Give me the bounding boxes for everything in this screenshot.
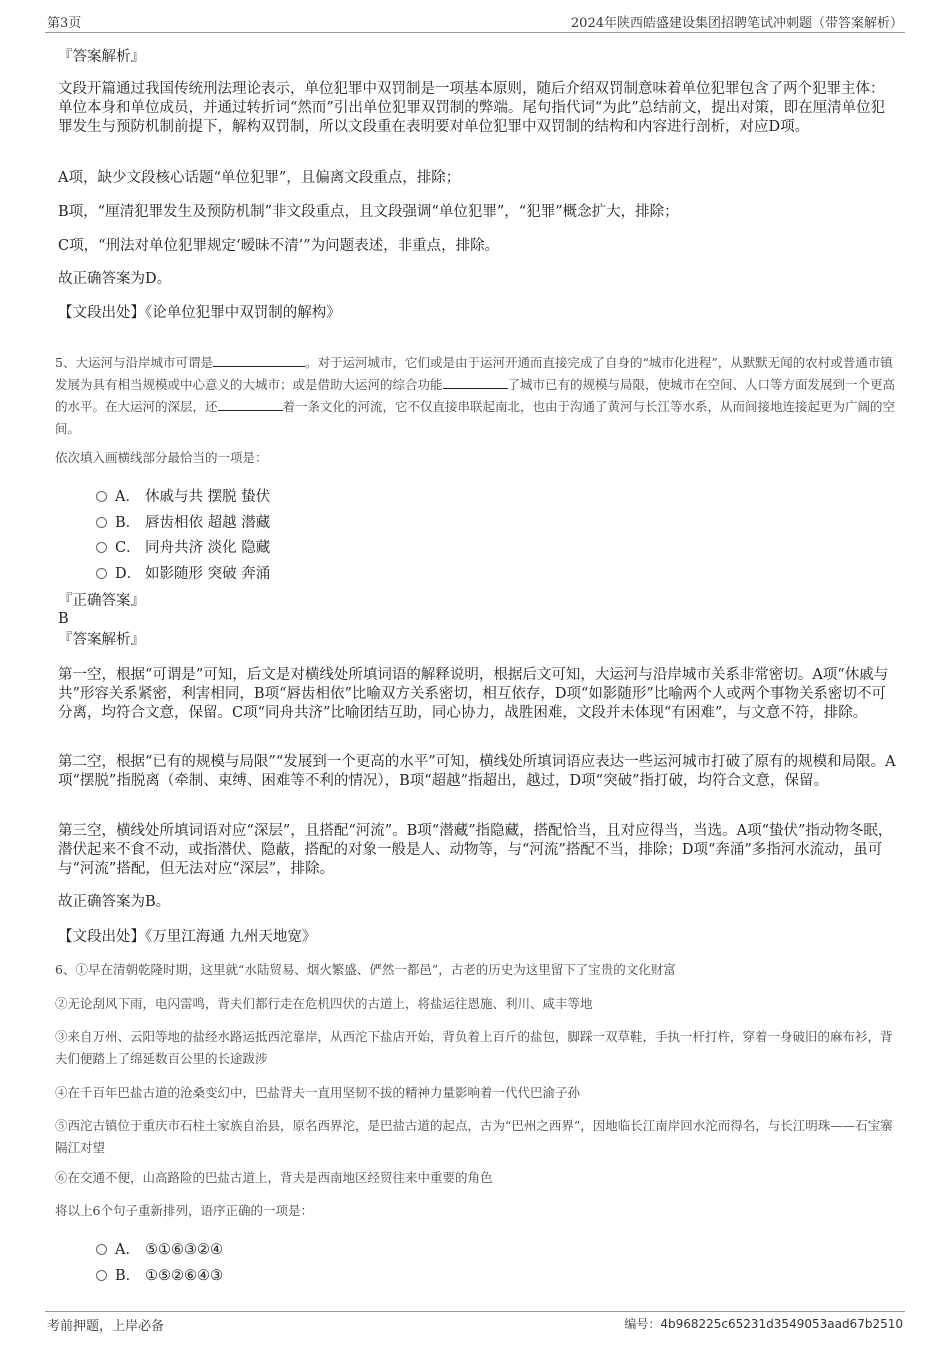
- q5-conclusion: 故正确答案为B。: [58, 894, 171, 910]
- option-text: ①⑤②⑥④③: [145, 1268, 223, 1284]
- q5-option-b[interactable]: [96, 511, 270, 532]
- q5-stem: [55, 352, 900, 440]
- q5-prompt: 依次填入画横线部分最恰当的一项是：: [55, 450, 268, 465]
- radio-icon[interactable]: [96, 1244, 107, 1255]
- option-text: 同舟共济 淡化 隐藏: [145, 540, 271, 556]
- q6-option-b[interactable]: [96, 1264, 223, 1285]
- q5-blank-1: [213, 354, 305, 367]
- option-text: 休戚与共 摆脱 蛰伏: [145, 489, 271, 505]
- q5-analysis-blank-2: 第二空，根据“已有的规模与局限”“发展到一个更高的水平”可知，横线处所填词语应表达一些运河城市打破了原有的规模和局限。A项“摆脱”指脱离（牵制、束缚、困难等不利的情况），B项“超越”指超出，越过，D项“突破”指打破，均符合文意，保留。: [58, 754, 896, 789]
- option-letter: B．: [115, 515, 141, 531]
- q4-conclusion: 故正确答案为D。: [58, 271, 172, 287]
- q6-sentence-5: ⑤西沱古镇位于重庆市石柱土家族自治县，原名西界沱，是巴盐古道的起点，古为“巴州之西界”，因地临长江南岸回水沱而得名，与长江明珠——石宝寨隔江对望: [55, 1118, 893, 1155]
- radio-icon[interactable]: [96, 1270, 107, 1281]
- q5-correct-answer: B: [58, 611, 69, 627]
- option-letter: C．: [115, 540, 141, 556]
- q5-option-c[interactable]: [96, 536, 270, 557]
- q5-stem-part-4: 着一条文化的河流，它不仅直接串联起南北，也由于沟通了黄河与长江等水系，从而间接地连接起更为广阔的空间。: [55, 399, 896, 436]
- q4-analysis-paragraph: 文段开篇通过我国传统刑法理论表示，单位犯罪中双罚制是一项基本原则，随后介绍双罚制意味着单位犯罪包含了两个犯罪主体：单位本身和单位成员，并通过转折词“然而”引出单位犯罪双罚制的弊端。尾句指代词“为此”总结前文，提出对策，即在厘清单位犯罪发生与预防机制前提下，解构双罚制，所以文段重在表明要对单位犯罪中双罚制的结构和内容进行剖析，对应D项。: [58, 81, 886, 135]
- code-value: 4b968225c65231d3549053aad67b2510: [660, 1317, 903, 1331]
- radio-icon[interactable]: [96, 542, 107, 553]
- q5-analysis-label: 『答案解析』: [58, 632, 145, 648]
- q5-source: 【文段出处】《万里江海通 九州天地宽》: [58, 929, 317, 945]
- q4-analysis-option-b: B项，“厘清犯罪发生及预防机制”非文段重点，且文段强调“单位犯罪”，“犯罪”概念扩大，排除；: [58, 204, 679, 220]
- q4-analysis-option-c: C项，“刑法对单位犯罪规定‘暧昧不清’”为问题表述，非重点，排除。: [58, 238, 500, 254]
- q6-sentence-3: ③来自万州、云阳等地的盐经水路运抵西沱靠岸，从西沱下盐店开始，背负着上百斤的盐包，脚踩一双草鞋，手执一杆打杵，穿着一身破旧的麻布衫，背夫们便踏上了绵延数百公里的长途跋涉: [55, 1029, 893, 1066]
- q5-stem-part-3: 了城市已有的规模与局限，使城市在空间、人口等方面发展到一个更高的水平。在大运河的深层，还: [55, 377, 896, 414]
- q6-option-a[interactable]: [96, 1238, 223, 1259]
- q6-sentence-6: ⑥在交通不便，山高路险的巴盐古道上，背夫是西南地区经贸往来中重要的角色: [55, 1170, 493, 1185]
- q5-blank-3: [218, 398, 283, 411]
- option-text: 唇齿相依 超越 潜藏: [145, 515, 271, 531]
- option-letter: D．: [115, 566, 142, 582]
- q6-sentence-4: ④在千百年巴盐古道的沧桑变幻中，巴盐背夫一直用坚韧不拔的精神力量影响着一代代巴渝子孙: [55, 1085, 581, 1100]
- q5-stem-part-1: 5、大运河与沿岸城市可谓是: [55, 355, 213, 370]
- q5-stem-part-2: 。对于运河城市，它们或是由于运河开通而直接完成了自身的“城市化进程”，从默默无闻的农村或普通市镇发展为具有相当规模或中心意义的大城市；或是借助大运河的综合功能: [55, 355, 893, 392]
- option-letter: A．: [115, 489, 140, 505]
- document-title: 2024年陕西皓盛建设集团招聘笔试冲刺题（带答案解析）: [570, 16, 903, 31]
- q5-analysis-blank-3: 第三空，横线处所填词语对应“深层”，且搭配“河流”。B项“潜藏”指隐藏，搭配恰当，且对应得当，当选。A项“蛰伏”指动物冬眠，潜伏起来不食不动，或指潜伏、隐蔽，搭配的对象一般是人、动物等，与“河流”搭配不当，排除；D项“奔涌”多指河水流动，虽可与“河流”搭配，但无法对应“深层”，排除。: [58, 823, 893, 877]
- q4-analysis-label: 『答案解析』: [58, 49, 145, 65]
- q4-analysis-option-a: A项，缺少文段核心话题“单位犯罪”，且偏离文段重点，排除；: [58, 170, 461, 186]
- code-label: 编号：: [624, 1317, 661, 1331]
- q5-option-a[interactable]: [96, 485, 270, 506]
- q5-option-d[interactable]: [96, 562, 270, 583]
- footer-motto: 考前押题，上岸必备: [47, 1319, 165, 1334]
- radio-icon[interactable]: [96, 517, 107, 528]
- option-text: 如影随形 突破 奔涌: [145, 566, 271, 582]
- q5-analysis-blank-1: 第一空，根据“可谓是”可知，后文是对横线处所填词语的解释说明，根据后文可知，大运河与沿岸城市关系非常密切。A项“休戚与共”形容关系紧密，利害相同，B项“唇齿相依”比喻双方关系密切，相互依存，D项“如影随形”比喻两个人或两个事物关系密切不可分离，均符合文意，保留。C项“同舟共济”比喻团结互助，同心协力，战胜困难，文段并未体现“有困难”，与文意不符，排除。: [58, 667, 889, 721]
- page-number: 第3页: [47, 16, 82, 31]
- q6-sentence-2: ②无论刮风下雨，电闪雷鸣，背夫们都行走在危机四伏的古道上，将盐运往恩施、利川、咸丰等地: [55, 996, 593, 1011]
- q5-correct-label: 『正确答案』: [58, 593, 145, 609]
- radio-icon[interactable]: [96, 568, 107, 579]
- radio-icon[interactable]: [96, 491, 107, 502]
- document-code: [624, 1315, 903, 1332]
- option-letter: B．: [115, 1268, 141, 1284]
- q4-source: 【文段出处】《论单位犯罪中双罚制的解构》: [58, 305, 341, 321]
- page-header: [45, 12, 905, 33]
- option-letter: A．: [115, 1242, 140, 1258]
- page-footer: [45, 1311, 905, 1334]
- option-text: ⑤①⑥③②④: [145, 1242, 223, 1258]
- q5-blank-2: [443, 376, 508, 389]
- q6-prompt: 将以上6个句子重新排列，语序正确的一项是：: [55, 1203, 313, 1218]
- q6-sentence-1: 6、①早在清朝乾隆时期，这里就“水陆贸易、烟火繁盛、俨然一都邑”，古老的历史为这里留下了宝贵的文化财富: [55, 962, 676, 977]
